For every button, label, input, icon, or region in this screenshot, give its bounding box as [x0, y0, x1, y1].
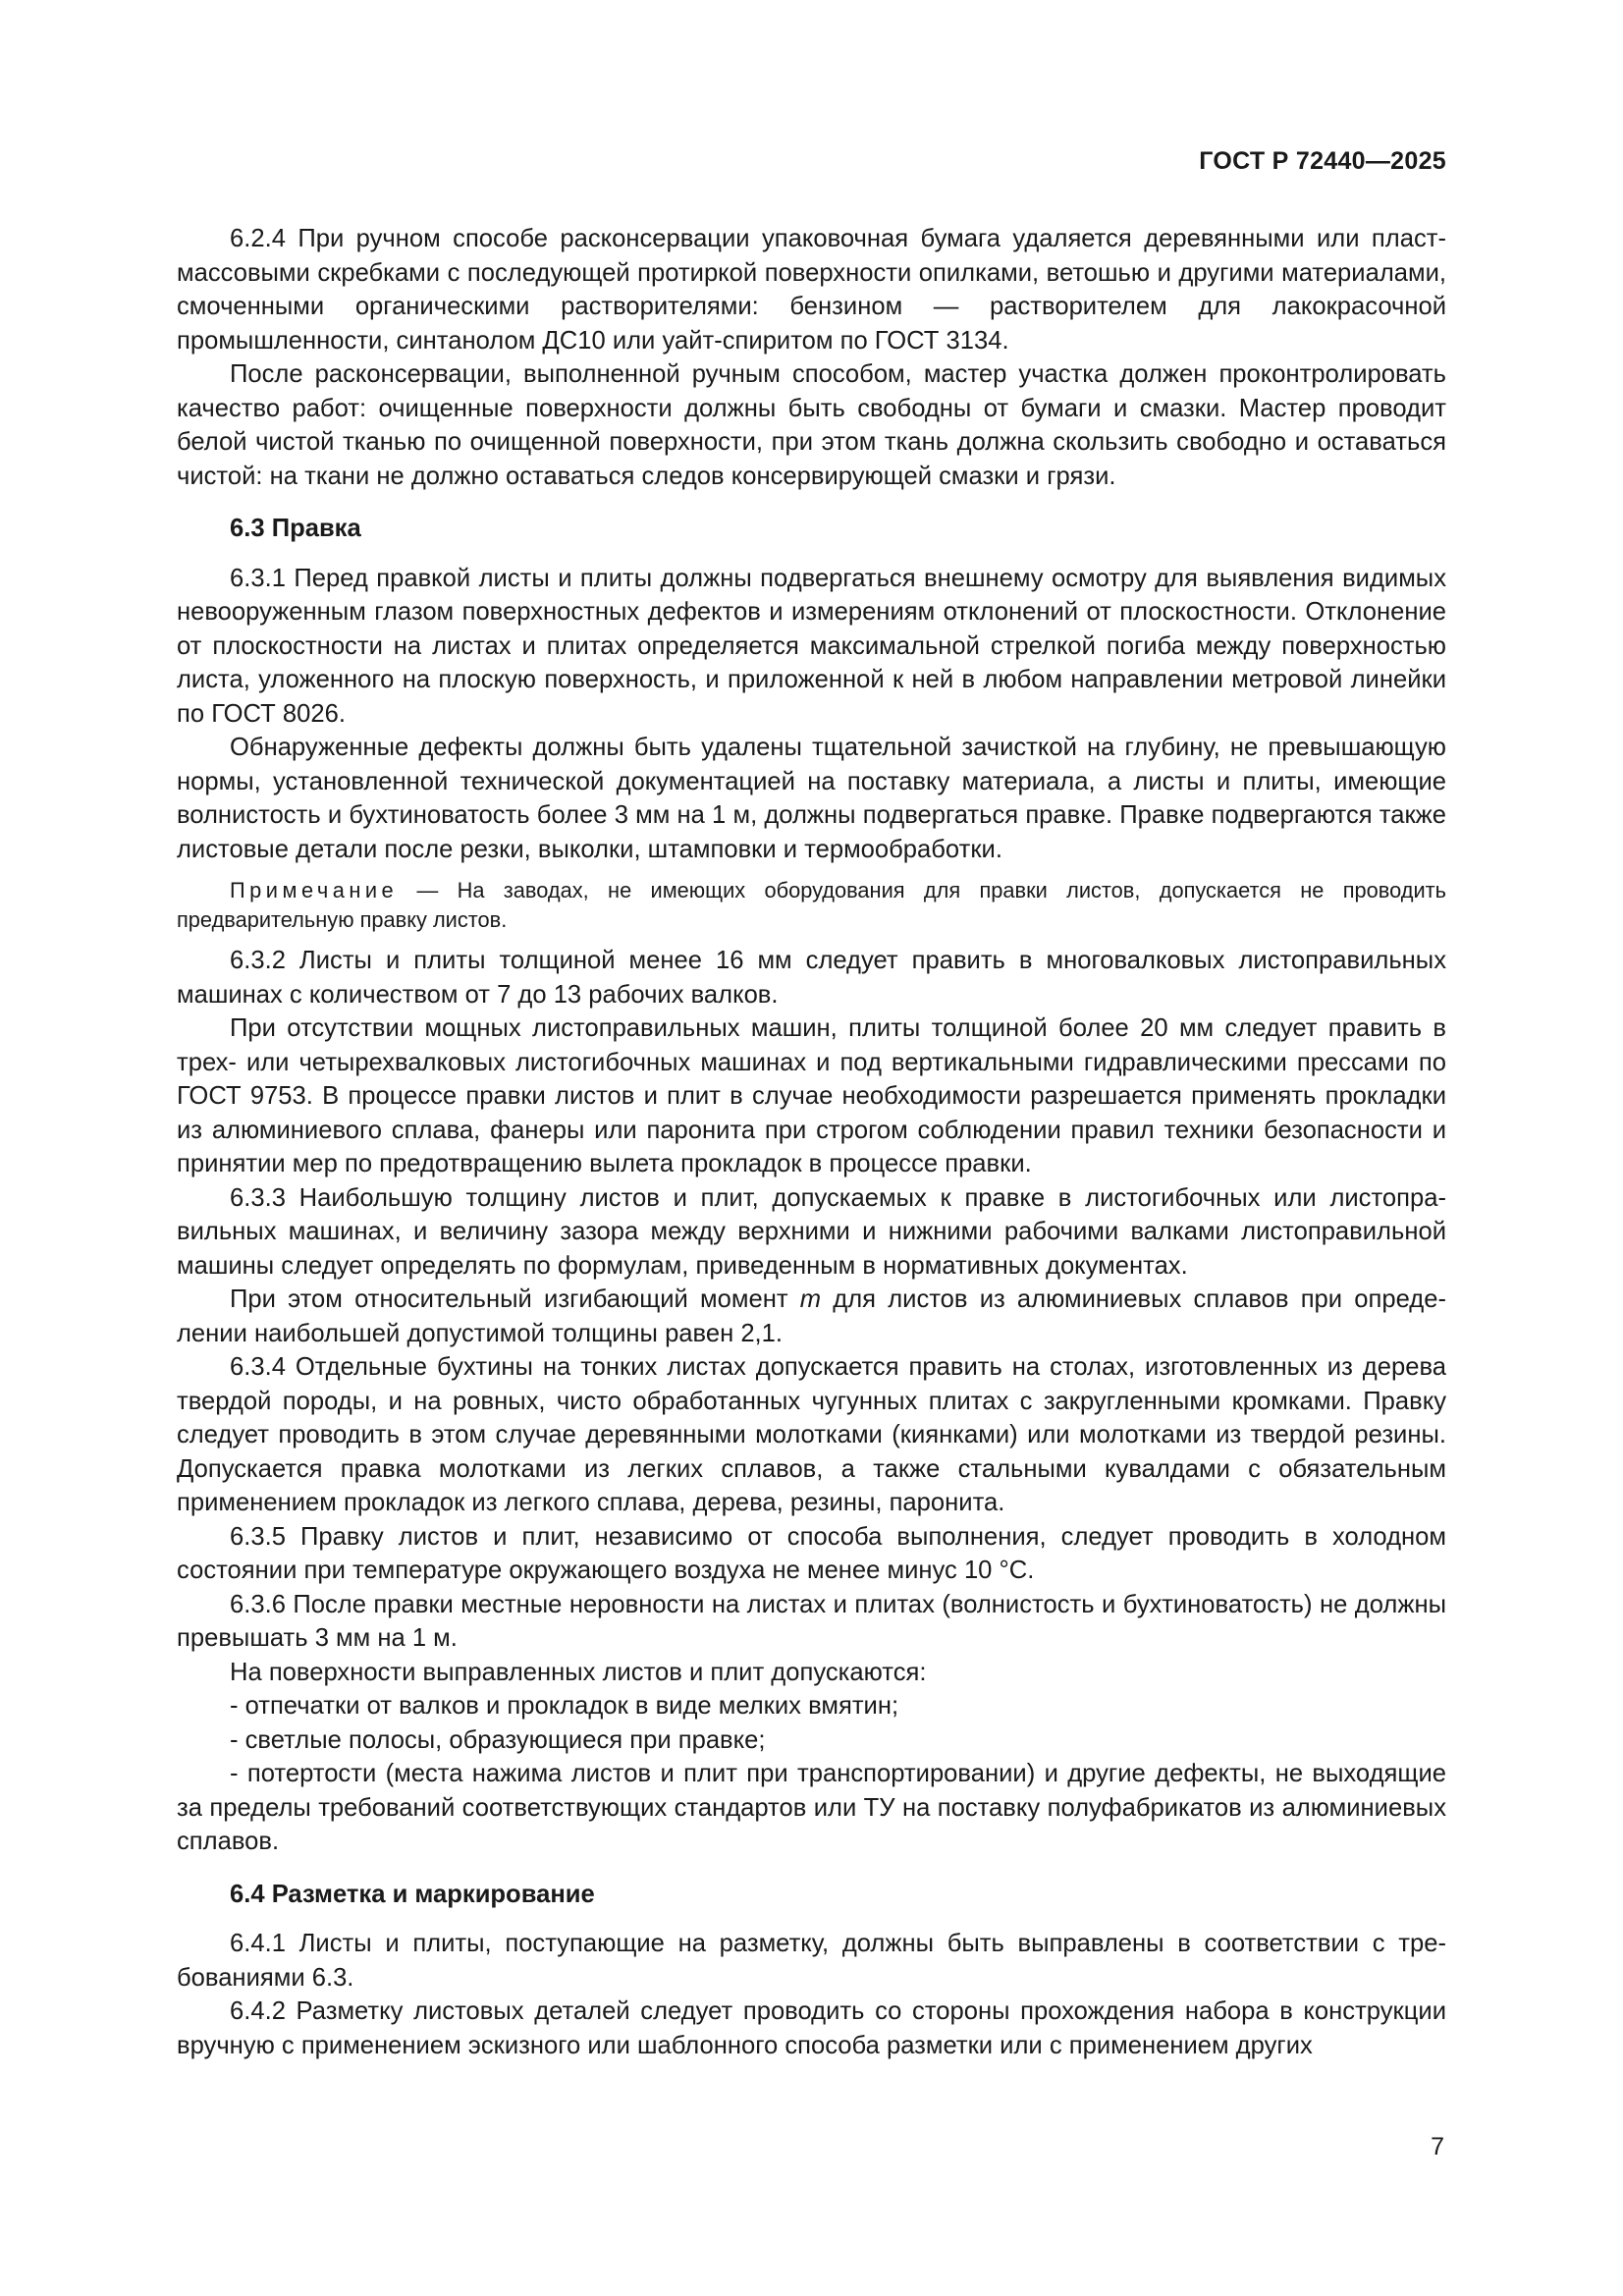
section-heading-6-4: 6.4 Разметка и маркирование	[230, 1880, 595, 1908]
list-item: - потертости (места нажима листов и плит при транспортировании) и другие дефекты, не выходящие за пределы требований соответствующих стандартов или ТУ на поставку полуфабрикатов из алюминиевых сплавов.	[177, 1760, 1446, 1855]
page-number: 7	[1431, 2133, 1444, 2160]
paragraph-6-3-2: 6.3.2 Листы и плиты толщиной менее 16 мм следует править в многовалковых листоправильных машинах с количеством от 7 до 13 рабочих валков.	[177, 947, 1446, 1009]
paragraph-6-3-6: 6.3.6 После правки местные неровности на листах и плитах (волнистость и бухтиноватость) не должны превышать 3 мм на 1 м.	[177, 1590, 1446, 1652]
document-body	[177, 222, 1446, 2062]
paragraph-6-4-2: 6.4.2 Разметку листовых деталей следует проводить со стороны прохождения набора в конструкции вручную с применением эскизного или шаблонного способа разметки или с применением других	[177, 1997, 1446, 2059]
document-code-header: ГОСТ Р 72440—2025	[1199, 147, 1446, 175]
paragraph-6-3-3: 6.3.3 Наибольшую толщину листов и плит, допускаемых к правке в листогибочных или листоправильных машинах, и величину зазора между верхними и нижними рабочими валками листоправильной машины следует определять по формулам, приведенным в нормативных документах.	[177, 1183, 1446, 1280]
paragraph-6-4-1: 6.4.1 Листы и плиты, поступающие на разметку, должны быть выправлены в соответствии с требованиями 6.3.	[177, 1930, 1446, 1992]
list-item: - светлые полосы, образующиеся при правке;	[230, 1725, 766, 1754]
list-item: - отпечатки от валков и прокладок в виде мелких вмятин;	[230, 1692, 899, 1720]
paragraph-6-3-1-continued: Обнаруженные дефекты должны быть удалены тщательной зачисткой на глубину, не превышающую нормы, установленной технической документацией на поставку материала, а листы и плиты, имеющие волнистость и бухтиноватость более 3 мм на 1 м, должны подвергаться правке. Правке подвергаются также листовые детали после резки, выколки, штамповки и термообработки.	[177, 734, 1446, 863]
paragraph-6-2-4-continued: После расконсервации, выполненной ручным способом, мастер участка должен проконтролировать качество работ: очищенные поверхности должны быть свободны от бумаги и смазки. Мастер проводит белой чистой тканью по очищенной поверхности, при этом ткань должна скользить свободно и оставаться чистой: на ткани не должно оставаться следов консервирующей смазки и грязи.	[177, 360, 1446, 490]
paragraph-6-3-2-continued: При отсутствии мощных листоправильных машин, плиты толщиной более 20 мм следует править в трех- или четырехвалковых листогибочных машинах и под вертикальными гидравлическими прессами по ГОСТ 9753. В процессе правки листов и плит в случае необходимости разрешается применять прокладки из алюминиевого сплава, фанеры или паронита при строгом соблюдении правил техники безопасности и принятии мер по предотвращению вылета прокладок в процессе правки.	[177, 1014, 1446, 1177]
paragraph-6-3-1: 6.3.1 Перед правкой листы и плиты должны подвергаться внешнему осмотру для выявления видимых невооруженным глазом поверхностных дефектов и измерениям отклонений от плоскостности. Отклонение от плоскостности на листах и плитах определяется максимальной стрелкой погиба между поверхностью листа, уложенного на плоскую поверхность, и приложенной к ней в любом направлении метровой линейки по ГОСТ 8026.	[177, 564, 1446, 728]
note-text: — На заводах, не имеющих оборудования для правки листов, допускается не проводить предварительную правку листов.	[177, 878, 1446, 932]
section-heading-6-3: 6.3 Правка	[230, 515, 361, 542]
variable-m: m	[799, 1285, 822, 1313]
paragraph-6-3-4: 6.3.4 Отдельные бухтины на тонких листах допускается править на столах, изготовленных из дерева твердой породы, и на ровных, чисто обработанных чугунных плитах с закругленными кромками. Правку следует проводить в этом случае деревянными молотками (киянками) или молотками из твердой резины. Допускается правка молотками из легких сплавов, а также стальными кувалдами с обязательным применением прокладок из легкого сплава, дерева, резины, паронита.	[177, 1353, 1446, 1516]
paragraph-6-2-4: 6.2.4 При ручном способе расконсервации упаковочная бумага удаляется деревянными или пластмассовыми скребками с последующей протиркой поверхности опилками, ветошью и другими материалами, смоченными органическими растворителями: бензином — растворителем для лакокрасочной промышленности, синтанолом ДС10 или уайт-спиритом по ГОСТ 3134.	[177, 225, 1446, 355]
note-label: Примечание	[230, 878, 399, 902]
paragraph-6-3-3-text-end: для листов из алюминиевых сплавов при определении наибольшей допустимой толщины равен 2,1.	[177, 1285, 1446, 1347]
list-intro: На поверхности выправленных листов и плит допускаются:	[230, 1658, 927, 1686]
paragraph-6-3-3-continued	[177, 1283, 1446, 1350]
note	[177, 876, 1446, 935]
paragraph-6-3-5: 6.3.5 Правку листов и плит, независимо от способа выполнения, следует проводить в холодном состоянии при температуре окружающего воздуха не менее минус 10 °С.	[177, 1522, 1446, 1584]
paragraph-6-3-3-text-start: При этом относительный изгибающий момент	[230, 1285, 800, 1313]
